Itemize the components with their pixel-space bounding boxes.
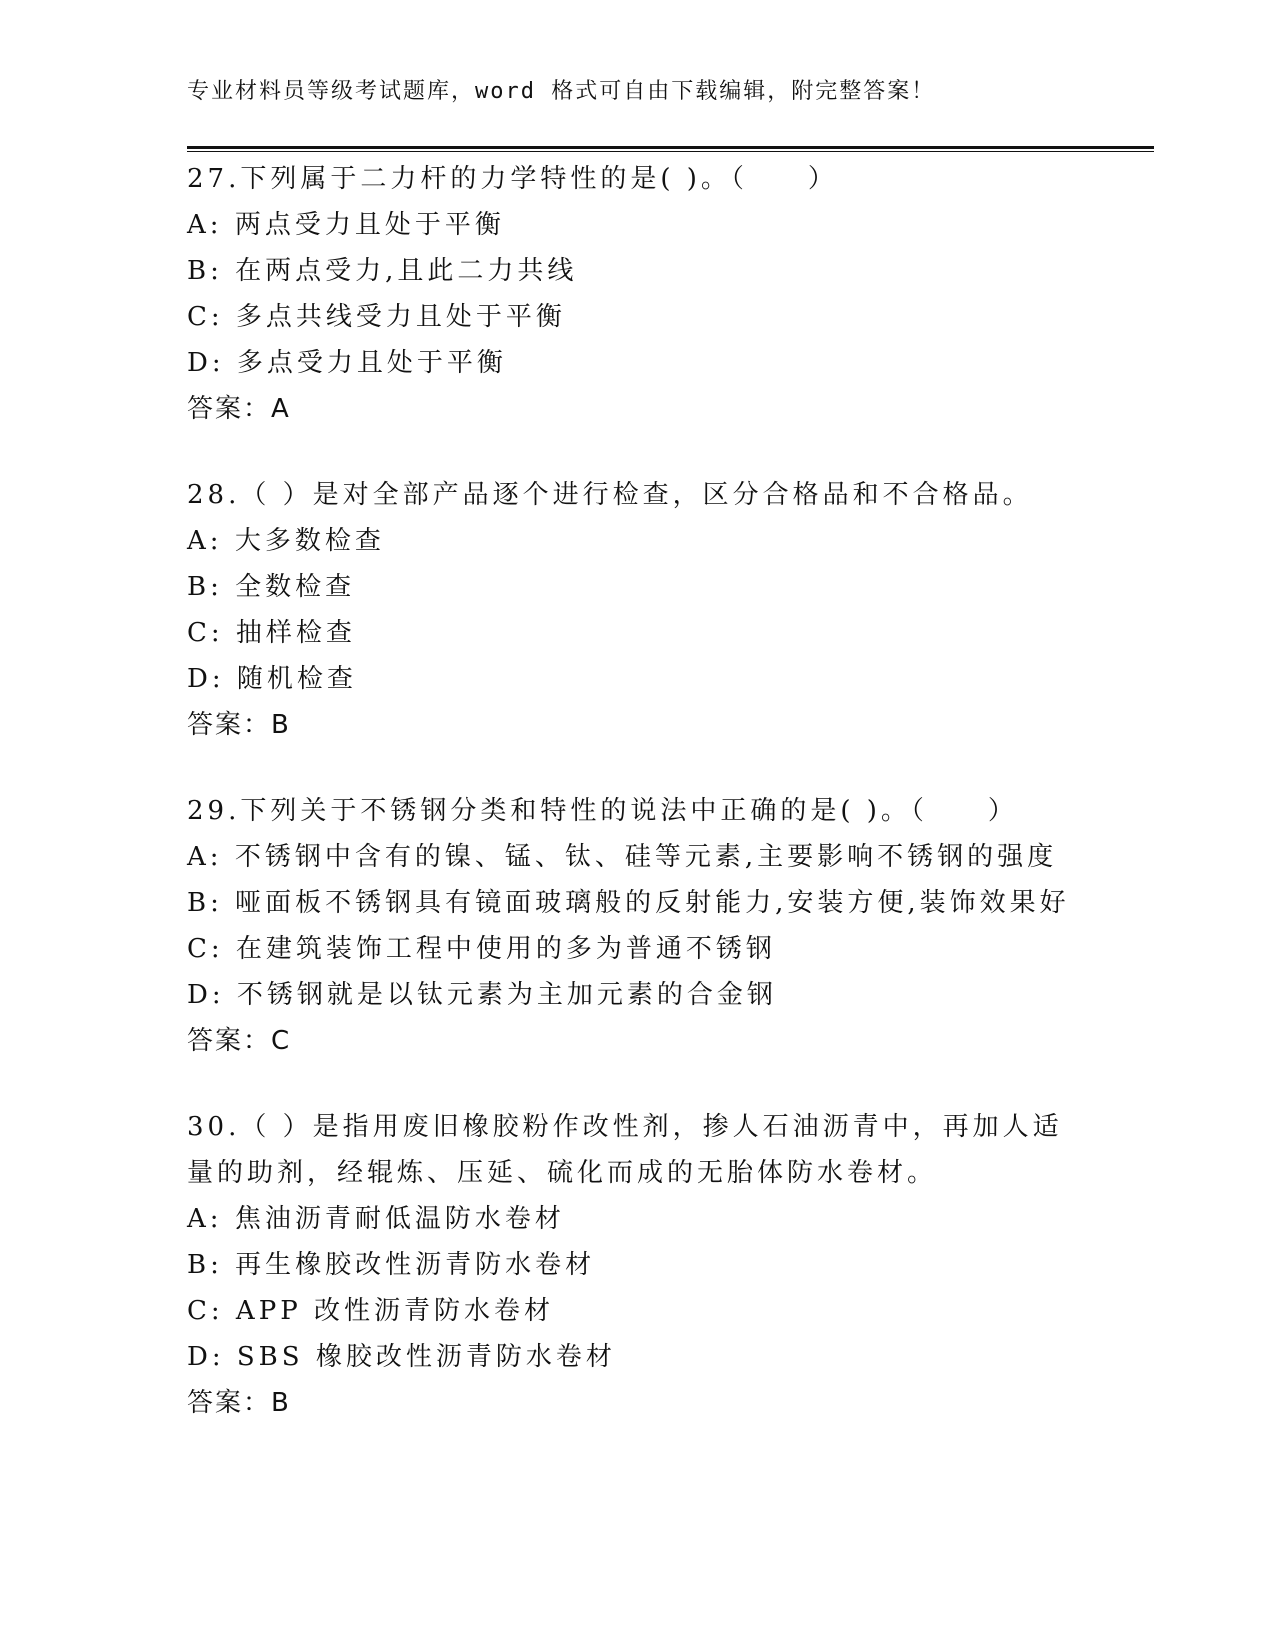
option-text: 随机检查: [236, 664, 357, 694]
option-b: [187, 248, 1087, 294]
answer-line: 答案：C: [187, 1026, 292, 1056]
option-letter: B:: [187, 888, 223, 918]
answer-line: 答案：A: [187, 394, 291, 424]
option-a: [187, 202, 1087, 248]
option-text: 在两点受力,且此二力共线: [235, 256, 578, 286]
option-text: 两点受力且处于平衡: [234, 210, 505, 240]
question-28: [187, 472, 1087, 748]
option-letter: C:: [187, 934, 224, 964]
option-letter: B:: [187, 572, 223, 602]
option-letter: B:: [187, 256, 223, 286]
option-letter: C:: [187, 618, 224, 648]
option-letter: D:: [187, 1342, 225, 1372]
question-stem: 29.下列关于不锈钢分类和特性的说法中正确的是( )。（ ）: [187, 796, 1018, 826]
question-stem: 27.下列属于二力杆的力学特性的是( )。（ ）: [187, 164, 838, 194]
option-letter: A:: [187, 526, 223, 556]
answer-line: 答案：B: [187, 1388, 291, 1418]
option-text: 再生橡胶改性沥青防水卷材: [235, 1250, 596, 1280]
option-letter: A:: [187, 210, 223, 240]
question-27: [187, 156, 1087, 432]
option-a: [187, 1196, 1087, 1242]
option-letter: A:: [187, 1204, 223, 1234]
option-b: [187, 880, 1087, 926]
option-text: 不锈钢中含有的镍、锰、钛、硅等元素,主要影响不锈钢的强度: [234, 842, 1058, 872]
option-text: 焦油沥青耐低温防水卷材: [234, 1204, 565, 1234]
option-d: [187, 1334, 1087, 1380]
answer-line: 答案：B: [187, 710, 291, 740]
option-letter: D:: [187, 980, 225, 1010]
option-d: [187, 972, 1087, 1018]
option-text: 大多数检查: [234, 526, 385, 556]
page-header: 专业材料员等级考试题库，word 格式可自由下载编辑，附完整答案！: [187, 79, 936, 104]
header-rule-thick: [187, 146, 1154, 149]
option-text: 抽样检查: [235, 618, 356, 648]
option-letter: A:: [187, 842, 223, 872]
option-b: [187, 564, 1087, 610]
option-b: [187, 1242, 1087, 1288]
option-d: [187, 340, 1087, 386]
option-text: SBS 橡胶改性沥青防水卷材: [236, 1342, 616, 1372]
question-stem: 28.（ ）是对全部产品逐个进行检查，区分合格品和不合格品。: [187, 480, 1033, 510]
option-text: 在建筑装饰工程中使用的多为普通不锈钢: [235, 934, 776, 964]
question-30: [187, 1104, 1087, 1426]
header-rule-thin: [187, 151, 1154, 152]
option-c: [187, 610, 1087, 656]
question-stem: 30.（ ）是指用废旧橡胶粉作改性剂，掺人石油沥青中，再加人适量的助剂，经辊炼、压延、硫化而成的无胎体防水卷材。: [187, 1112, 1063, 1188]
option-letter: B:: [187, 1250, 223, 1280]
option-a: [187, 518, 1087, 564]
option-letter: D:: [187, 664, 225, 694]
option-text: 多点受力且处于平衡: [236, 348, 507, 378]
option-d: [187, 656, 1087, 702]
option-text: 多点共线受力且处于平衡: [235, 302, 566, 332]
option-text: 不锈钢就是以钛元素为主加元素的合金钢: [236, 980, 777, 1010]
option-text: APP 改性沥青防水卷材: [235, 1296, 554, 1326]
question-list: [187, 156, 1087, 1466]
question-29: [187, 788, 1087, 1064]
option-c: [187, 926, 1087, 972]
option-letter: C:: [187, 1296, 224, 1326]
option-c: [187, 294, 1087, 340]
option-text: 哑面板不锈钢具有镜面玻璃般的反射能力,安装方便,装饰效果好: [235, 888, 1070, 918]
option-text: 全数检查: [235, 572, 356, 602]
option-a: [187, 834, 1087, 880]
option-c: [187, 1288, 1087, 1334]
option-letter: D:: [187, 348, 225, 378]
option-letter: C:: [187, 302, 224, 332]
